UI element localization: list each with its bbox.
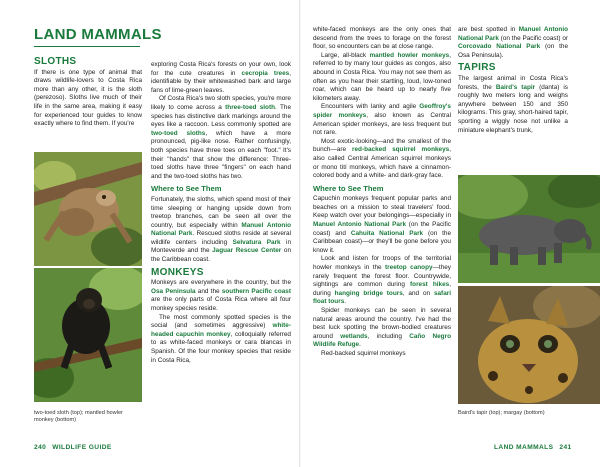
howler-monkey-photo (34, 268, 142, 402)
chapter-title: LAND MAMMALS (34, 26, 162, 43)
right-column-2: are best spotted in Manuel Antonio National Park (on the Pacific coast) or Corcovado National Park (on the Osa Peninsula). TAPIRS The largest animal in Costa Rica's forests, the Baird's tapir (danta) is roughly two meters long and weighs anywhere between 150 and 350 kilograms. This gray, short-haired tapir, sporting a wiggly nose not unlike a miniature elephant's trunk, (458, 26, 569, 134)
left-caption: two-toed sloth (top); mantled howler monkey (bottom) (34, 410, 123, 424)
right-column-1: white-faced monkeys are the only ones that descend from the trees to forage on the forest floor, so encounters can be at close range. Large, all-black mantled howler monkeys, referred to by many tour guides as congos, also abound in Costa Rica. You may not see them as often as you hear their startling, loud, low-toned roar, which can be heard up to nearly five kilometers away. Encounters with lanky and agile Geoffroy's spider monkeys, also known as Central American spider monkeys, are less frequent but not rare. Most exotic-looking—and the smallest of the bunch—are red-backed squirrel monkeys, also called Central American squirrel monkeys or mono tití monkeys, which have a cinnamon-colored body and a white- and dark-gray face. Where to See Them Capuchin monkeys frequent popular parks and beaches on a mission to steal travelers' food. Keep watch over your belongings—especially in Manuel Antonio National Park (on the Pacific coast) and Cahuita National Park (on the Caribbean coast)—or they'll be gone before you know it. Look and listen for troops of the territorial howler monkeys in the treetop canopy—they rarely frequent the forest floor. Countrywide, sightings are common during forest hikes, during hanging bridge tours, and on safari float tours. Spider monkeys can be seen in several natural areas around the country. I've had the best luck spotting the brown-bodied creatures around wetlands, including Caño Negro Wildlife Refuge. Red-backed squirrel monkeys (313, 26, 452, 357)
tapirs-heading: TAPIRS (458, 62, 496, 74)
right-caption: Baird's tapir (top); margay (bottom) (458, 410, 545, 416)
left-column-2: exploring Costa Rica's forests on your own, look for the cute creatures in cecropia trees, identifiable by their whitewashed bark and large fans of lime-green leaves. Of Costa Rica's two sloth species, you're more likely to come across a three-toed sloth. The species has distinctive dark markings around the eyes like a raccoon. Less commonly spotted are two-toed sloths, which have a more pronounced, pig-like nose. Rather confusingly, both species have three toes on each "foot." It's their "hands" that show the difference: Three-toed sloths have three "fingers" on each hand and the two-toed sloths has two. Where to See Them Fortunately, the sloths, which spend most of their time sleeping or hanging upside down from treetop branches, can be seen all over the country, but especially within Manuel Antonio National Park. Rescued sloths reside at several wildlife centers including Selvatura Park in Monteverde and the Jaguar Rescue Center on the Caribbean coast. MONKEYS Monkeys are everywhere in the country, but the Osa Peninsula and the southern Pacific coast are the only parts of Costa Rica where all four monkey species reside. The most commonly spotted species is the social (and sometimes aggressive) white-headed capuchin monkey, colloquially referred to as white-faced monkeys or cara blancas in Spanish. Of the four monkey species that reside in Costa Rica, (151, 61, 292, 364)
where-to-see-monkeys-heading: Where to See Them (313, 183, 384, 193)
sloths-intro-paragraph: If there is one type of animal that draws wildlife-lovers to Costa Rica more than any other, it is the sloth (perezoso). Sloths live much of their life in the same area, making it easy for experienced tour guides to know exactly where to find them. If you're (34, 68, 142, 128)
left-running-head: WILDLIFE GUIDE (52, 444, 112, 451)
sloth-photo (34, 152, 142, 266)
margay-photo (458, 286, 600, 404)
page-gutter (299, 0, 301, 467)
sloths-heading: SLOTHS (34, 56, 77, 67)
right-folio (494, 444, 572, 451)
left-column-1 (34, 58, 142, 129)
left-folio (34, 444, 112, 451)
where-to-see-sloths-heading: Where to See Them (151, 184, 222, 194)
right-running-head: LAND MAMMALS (494, 444, 554, 451)
tapir-photo (458, 175, 600, 283)
title-rule (34, 46, 140, 47)
monkeys-heading: MONKEYS (151, 266, 204, 278)
left-page-number: 240 (34, 444, 47, 451)
right-page-number: 241 (559, 444, 572, 451)
